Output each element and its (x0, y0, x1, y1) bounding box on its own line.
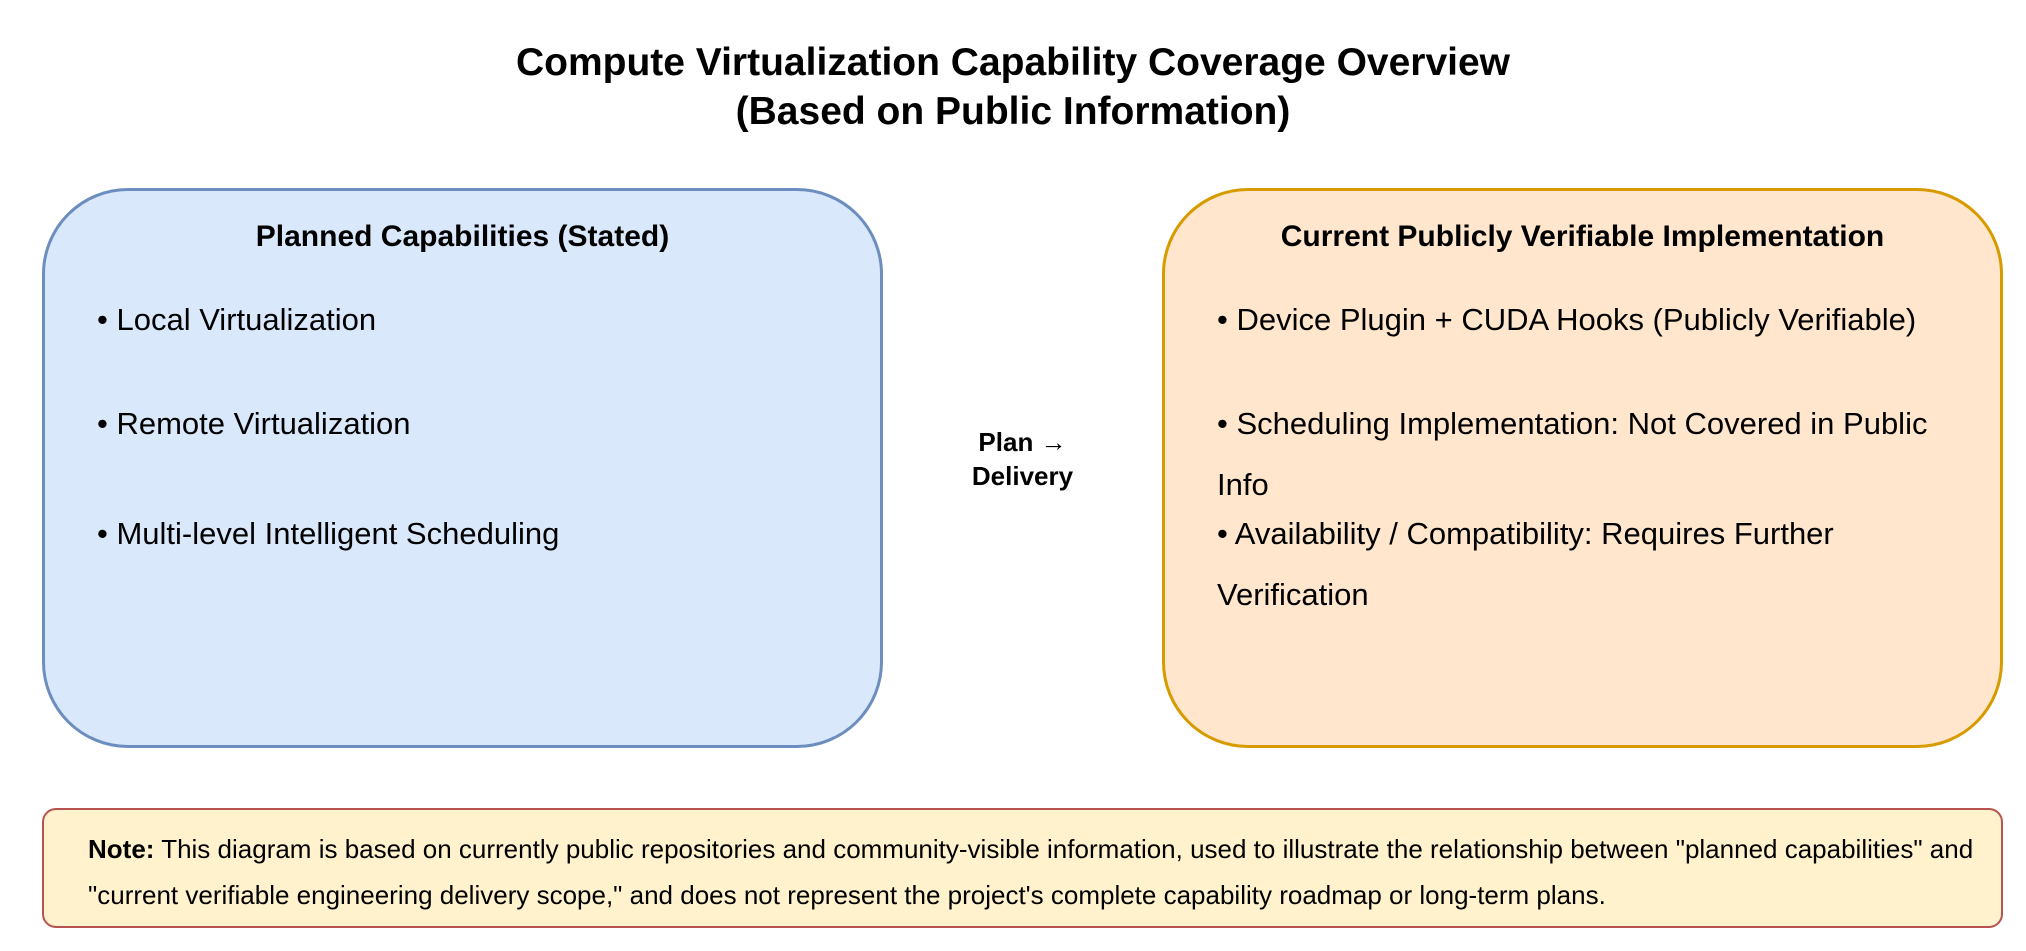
note-box (42, 808, 2003, 928)
plan-to-delivery-connector (960, 425, 1085, 493)
current-item-scheduling: • Scheduling Implementation: Not Covered in Public Info (1217, 406, 1928, 502)
diagram-title-line-2: (Based on Public Information) (735, 90, 1291, 133)
diagram-title (0, 38, 2026, 136)
planned-item-remote-virtualization: • Remote Virtualization (97, 406, 411, 441)
connector-line-1: Plan → (978, 427, 1067, 457)
note-text: This diagram is based on currently public repositories and community-visible information, used to illustrate the relationship between "planned capabilities" and "current verifiable engineering delivery scope," and does not represent the project's complete capability roadmap or long-term plans. (88, 834, 1974, 910)
note-label: Note: (88, 834, 155, 864)
current-item-device-plugin: • Device Plugin + CUDA Hooks (Publicly Verifiable) (1217, 302, 1917, 337)
diagram-title-line-1: Compute Virtualization Capability Coverage Overview (515, 41, 1511, 84)
connector-line-2: Delivery (971, 461, 1074, 491)
current-implementation-box (1162, 188, 2003, 748)
current-implementation-heading: Current Publicly Verifiable Implementation (1280, 220, 1885, 253)
current-item-availability: • Availability / Compatibility: Requires Further Verification (1217, 516, 1834, 612)
planned-capabilities-heading: Planned Capabilities (Stated) (255, 220, 670, 253)
planned-item-multi-level-scheduling: • Multi-level Intelligent Scheduling (97, 516, 560, 551)
planned-item-local-virtualization: • Local Virtualization (97, 302, 377, 337)
planned-capabilities-box (42, 188, 883, 748)
